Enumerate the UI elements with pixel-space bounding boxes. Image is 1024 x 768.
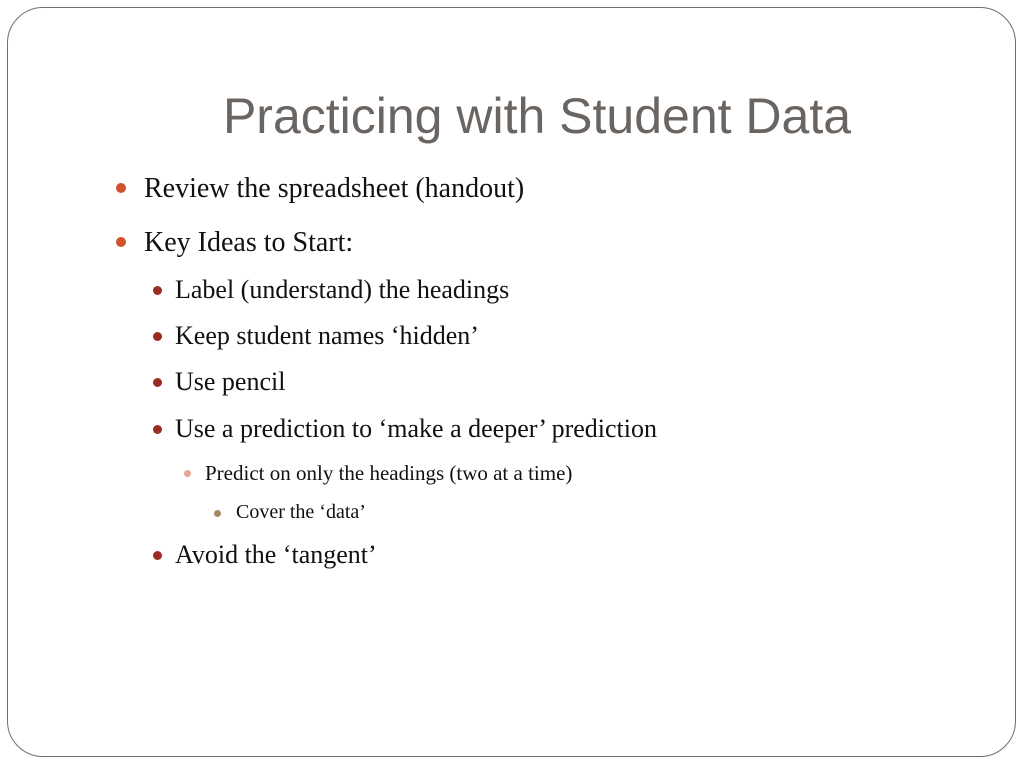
bullet-text: Use pencil (175, 367, 286, 396)
bullet-text: Label (understand) the headings (175, 275, 510, 304)
bullet-dot-level1 (116, 183, 126, 193)
bullet-dot-level4 (214, 510, 221, 517)
bullet-text: Review the spreadsheet (handout) (144, 173, 525, 204)
bullet-text: Key Ideas to Start: (144, 227, 354, 258)
bullet-dot-level2 (153, 551, 162, 560)
bullet-text: Predict on only the headings (two at a time) (205, 461, 573, 485)
bullet-dot-level2 (153, 332, 162, 341)
bullet-dot-level3 (184, 470, 191, 477)
bullet-text: Use a prediction to ‘make a deeper’ prediction (175, 414, 657, 443)
bullet-dot-level2 (153, 286, 162, 295)
bullet-dot-level2 (153, 378, 162, 387)
bullet-text: Keep student names ‘hidden’ (175, 321, 479, 350)
slide-title: Practicing with Student Data (222, 88, 852, 144)
bullet-dot-level2 (153, 425, 162, 434)
bullet-dot-level1 (116, 237, 126, 247)
bullet-text: Avoid the ‘tangent’ (175, 540, 377, 569)
bullet-text: Cover the ‘data’ (236, 501, 366, 523)
